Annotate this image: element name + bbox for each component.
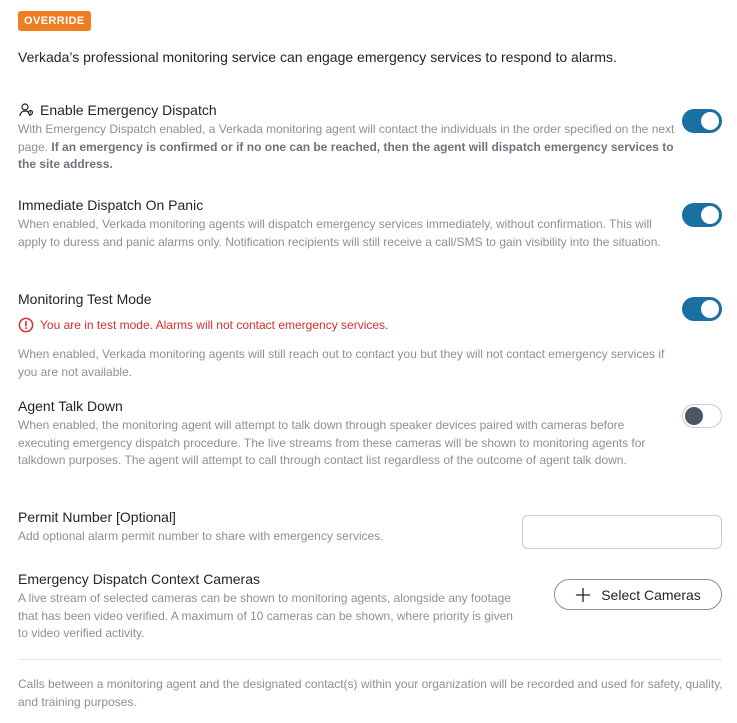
context-cameras-label: Emergency Dispatch Context Cameras: [18, 571, 260, 587]
context-cameras-desc: A live stream of selected cameras can be shown to monitoring agents, alongside any footage that has been video verified. A maximum of 10 cameras can be shown, where priority is given to video verified activity.: [18, 591, 513, 640]
select-cameras-button[interactable]: [554, 579, 722, 610]
immediate-dispatch-section: [18, 196, 678, 251]
talk-down-label: Agent Talk Down: [18, 398, 123, 414]
test-mode-warning: [18, 317, 678, 333]
test-mode-title: [18, 290, 678, 308]
permit-section: [18, 508, 498, 546]
emergency-dispatch-section: [18, 101, 678, 174]
test-mode-section: [18, 290, 678, 381]
context-cameras-section: [18, 570, 518, 643]
emergency-dispatch-label: Enable Emergency Dispatch: [40, 102, 217, 118]
emergency-dispatch-desc-plain: With Emergency Dispatch enabled, a Verkada monitoring agent will contact the individuals in the order specified on the next page.: [18, 122, 675, 154]
intro-text: Verkada’s professional monitoring service can engage emergency services to respond to alarms.: [18, 49, 617, 65]
talk-down-section: [18, 397, 678, 470]
immediate-dispatch-title: [18, 196, 678, 214]
talk-down-desc: When enabled, the monitoring agent will attempt to talk down through speaker devices paired with cameras before executing emergency dispatch procedure. The live streams from these cameras will be shown to monitoring agents for talkdown purposes. The agent will attempt to call through contact list regardless of the outcome of agent talk down.: [18, 418, 646, 467]
plus-icon: [575, 587, 591, 603]
immediate-dispatch-label: Immediate Dispatch On Panic: [18, 197, 204, 213]
permit-label: Permit Number [Optional]: [18, 509, 176, 525]
person-alert-icon: [18, 102, 34, 118]
toggle-knob: [701, 112, 719, 130]
test-mode-desc: When enabled, Verkada monitoring agents will still reach out to contact you but they will not contact emergency services if you are not available.: [18, 347, 665, 379]
permit-desc: Add optional alarm permit number to share with emergency services.: [18, 529, 384, 543]
permit-title: [18, 508, 498, 526]
emergency-dispatch-desc: [18, 121, 678, 174]
divider: [18, 659, 722, 660]
context-cameras-title: [18, 570, 518, 588]
select-cameras-label: Select Cameras: [601, 586, 701, 603]
override-badge: OVERRIDE: [18, 11, 91, 31]
toggle-knob: [685, 407, 703, 425]
permit-number-input[interactable]: [522, 515, 722, 549]
recording-notice: Calls between a monitoring agent and the designated contact(s) within your organization will be recorded and used for safety, quality, and training purposes.: [18, 677, 723, 709]
test-mode-label: Monitoring Test Mode: [18, 291, 152, 307]
immediate-dispatch-toggle[interactable]: [682, 203, 722, 227]
talk-down-title: [18, 397, 678, 415]
test-mode-warning-text: You are in test mode. Alarms will not contact emergency services.: [40, 318, 389, 332]
emergency-dispatch-title: [18, 101, 678, 119]
toggle-knob: [701, 206, 719, 224]
immediate-dispatch-desc: When enabled, Verkada monitoring agents will dispatch emergency services immediately, without confirmation. This will apply to duress and panic alarms only. Notification recipients will still receive a call/SMS to gain visibility into the situation.: [18, 217, 661, 249]
emergency-dispatch-toggle[interactable]: [682, 109, 722, 133]
test-mode-toggle[interactable]: [682, 297, 722, 321]
talk-down-toggle[interactable]: [682, 404, 722, 428]
toggle-knob: [701, 300, 719, 318]
emergency-dispatch-desc-bold: If an emergency is confirmed or if no one can be reached, then the agent will dispatch emergency services to the site address.: [18, 139, 674, 171]
alert-circle-icon: [18, 317, 34, 333]
